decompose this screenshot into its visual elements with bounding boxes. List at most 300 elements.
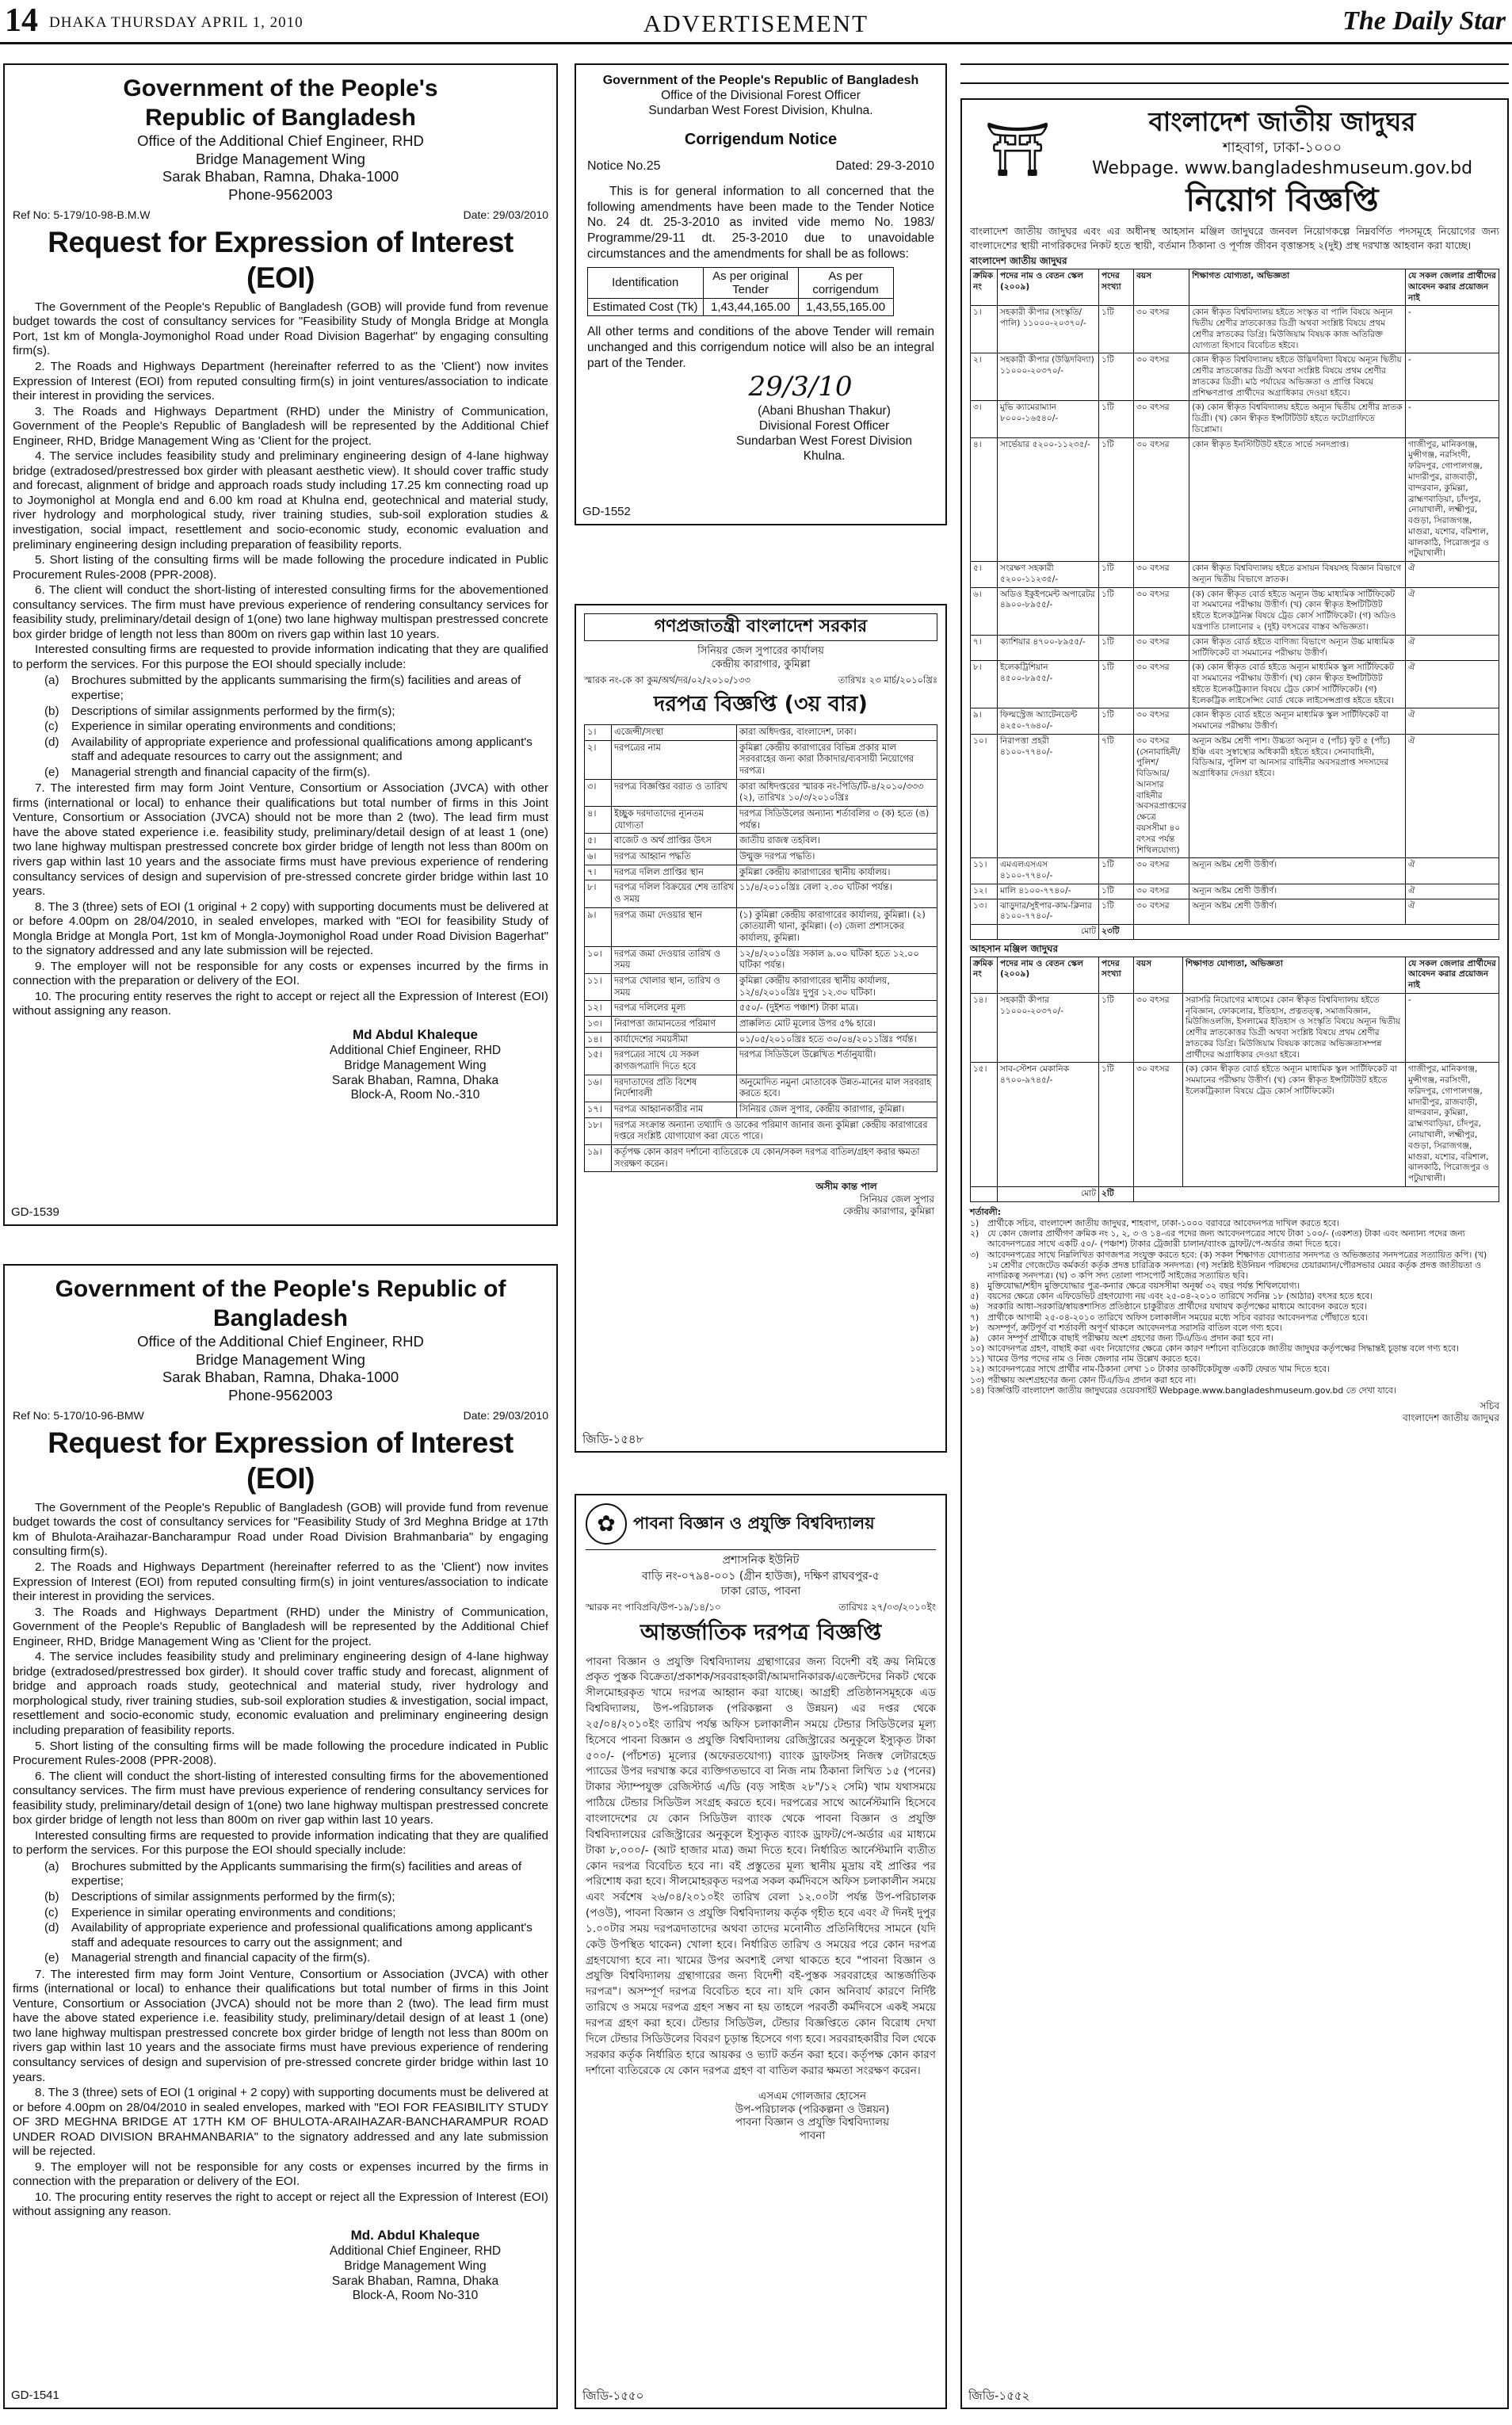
table-row (585, 1102, 937, 1118)
table-cell: ঐ (1406, 884, 1499, 899)
row-value: ১২/৪/২০১০খ্রিঃ সকাল ৯.০০ ঘটিকা হতে ১২.০০ ঘটিকা পর্যন্ত। (737, 946, 937, 973)
row-key: দরপত্র জমা দেওয়ার তারিখ ও সময় (612, 946, 737, 973)
table-cell: ঐ (1406, 587, 1499, 635)
ad-header (970, 106, 1499, 221)
condition-text: সরকারি আধা-সরকারি/স্বায়ত্তশাসিত প্রতিষ্ঠানে চাকুরীরত প্রার্থীদের যথাযথ কর্তৃপক্ষের মাধ্যমে আবেদন করতে হবে। (987, 1301, 1367, 1312)
table-cell: ঐ (1406, 734, 1499, 857)
row-number: ৭। (585, 865, 612, 880)
list-item: (b) Descriptions of similar assignments performed by the firm(s); (44, 1889, 395, 1904)
table-cell: মালি ৪১০০-৭৭৪০/- (998, 884, 1099, 899)
unit-line: প্রশাসনিক ইউনিট (722, 1554, 800, 1567)
requirements-list (44, 1860, 548, 1966)
list-item: (c) Experience in similar operating environments and conditions; (44, 720, 396, 734)
signer-city: Khulna. (803, 449, 846, 464)
section-title: ADVERTISEMENT (643, 10, 869, 37)
table-cell: ৭টি (1099, 734, 1134, 857)
signer-org: বাংলাদেশ জাতীয় জাদুঘর (1403, 1411, 1499, 1423)
table-cell: ৩০ বৎসর (1134, 437, 1189, 561)
paragraph: All other terms and conditions of the above Tender will remain unchanged and this corrigendum notice will also be an integral part of the Tender. (587, 324, 934, 370)
condition-item (970, 1343, 1499, 1354)
table-cell: ৩। (971, 401, 998, 437)
signer-title: সচিব (1480, 1400, 1499, 1411)
row-value: দরপত্র সিডিউলের অন্যান্য শর্তাবলির ৩ (ক) হতে (ঙ) পর্যন্ত। (737, 806, 937, 833)
table-cell: ৩০ বৎসর (1134, 306, 1189, 353)
table-row (971, 306, 1499, 353)
ref-date: Date: 29/03/2010 (463, 208, 548, 222)
row-value: অনুমোদিত নমুনা মোতাবেক উন্নত-মানের মাল সরবরাহ করতে হবে। (737, 1075, 937, 1102)
corrigendum-ad (575, 63, 947, 525)
signer-title: Additional Chief Engineer, RHD (329, 2244, 502, 2258)
notice-number: Notice No.25 (587, 159, 661, 174)
ad-body (13, 1501, 548, 2220)
table-cell: অন্যূন অষ্টম শ্রেণী উত্তীর্ণ। (1189, 884, 1406, 899)
table-cell: (ক) কোন স্বীকৃত বিশ্ববিদ্যালয় হইতে অন্যূন দ্বিতীয় শ্রেণীর স্নাতক ডিগ্রী। (খ) কোন স্বীকৃত ইন্সটিটিউট হইতে ফটোগ্রাফিতে ডিপ্লোমা। (1189, 401, 1406, 437)
museum-recruitment-ad (960, 98, 1509, 2409)
ad-code: GD-1541 (11, 2388, 59, 2402)
table-cell: ঐ (1406, 858, 1499, 884)
ad-body (13, 300, 548, 1019)
condition-number: ৩) (970, 1249, 979, 1260)
signer-address: Sarak Bhaban, Ramna, Dhaka (331, 1073, 499, 1087)
table-cell (1134, 925, 1499, 940)
signer-address: Sarak Bhaban, Ramna, Dhaka (331, 2274, 499, 2288)
condition-text: প্রার্থীকে আগামী ২৫-০৪-২০১০ তারিখে অফিস চলাকালীন সময়ের মধ্যে সচিব বরাবর আবেদনপত্র পৌঁছাতে হবে। (987, 1312, 1369, 1323)
table-cell: ক্যাশিয়ার ৪৭০০-৮৯৫৫/- (998, 635, 1099, 661)
paragraph: 10. The procuring entity reserves the right to accept or reject all the Expression of Interest (EOI) without assigning any reason. (13, 2190, 548, 2219)
signer-org: পাবনা বিজ্ঞান ও প্রযুক্তি বিশ্ববিদ্যালয় (735, 2116, 890, 2129)
divider (960, 63, 1509, 65)
condition-text: আবেদনপত্রের সাথে নিম্নলিখিত কাগজপত্র সংযুক্ত করতে হবে: (ক) সকল শিক্ষাগত যোগ্যতার সনদপত্র ও অভিজ্ঞতার সনদপত্রের সত্যায়িত কপি। (খ) ১ম শ্রেণীর গেজেটেড কর্মকর্তা কর্তৃক প্রদত্ত চারিত্রিক সনদপত্র। (গ) সংশ্লিষ্ট ইউনিয়ন পরিষদের চেয়ারম্যান/পৌরসভার মেয়র কর্তৃক প্রদত্ত জাতীয়তা ও নাগরিকত্ব সনদপত্র। (ঘ) ৩ কপি সদ্য তোলা পাসপোর্ট সাইজের সত্যায়িত ছবি। (987, 1249, 1487, 1281)
ad-body: পাবনা বিজ্ঞান ও প্রযুক্তি বিশ্ববিদ্যালয় গ্রন্থাগারের জন্য বিদেশী বই ক্রয় নিমিত্তে প্রকৃত পুস্তক বিক্রেতা/প্রকাশক/সরবরাহকারী/আমদানিকারক/এজেন্টদের নিকট থেকে সীলমোহরকৃত খামে দরপত্র আহ্বান করা যাচ্ছে। আগ্রহী প্রতিষ্ঠানসমূহকে এড বিশ্ববিদ্যালয়, উপ-পরিচালক (পরিকল্পনা ও উন্নয়ন) এর দপ্তর থেকে ২৫/০৪/২০১০ইং তারিখ পর্যন্ত অফিস চলাকালীন সময়ে টেন্ডার সিডিউলের মূল্য হিসেবে পাবনা বিজ্ঞান ও প্রযুক্তি বিশ্ববিদ্যালয় রেজিস্ট্রারের অনুকূলে ইস্যুকৃত টাকা ৫০০/- (পাঁচশত) মূল্যের (অফেরতযোগ্য) ব্যাংক ড্রাফটসহ নিজস্ব লেটারহেড প্যাডের উপর দরখাস্ত করে ব্যক্তিগতভাবে বা নিজ নাম ঠিকানা লিখিত ১৫ (পনের) টাকার স্ট্যাম্পযুক্ত রেজিস্টার্ড এ/ডি (বড় সাইজ ২৮"/১২ সেমি) খাম যথাসময়ে পাঠিয়ে টেন্ডার সিডিউল সংগ্রহ করতে হবে। দরপত্রের সাথে আর্নেস্টমানি হিসেবে বাংলাদেশের যে কোন সিডিউল ব্যাংক থেকে পাবনা বিজ্ঞান ও প্রযুক্তি বিশ্ববিদ্যালয়ের রেজিস্ট্রারের অনুকূলে ইস্যুকৃত ব্যাংক ড্রাফট/পে-অর্ডার এর মাধ্যমে টাকা ৮,০০০/- (আট হাজার মাত্র) জমা দিতে হবে। নির্ধারিত আর্নেস্টমানি ব্যতীত কোন দরপত্র বিবেচিত হবে না। বই প্রস্তুতের মূল্য স্থানীয় মুদ্রায় বই প্রাপ্তির পর পরিশোধ করা হবে। সীলমোহরকৃত দরপত্র সকল কর্মদিবসে অফিস চলাকালীন সময়ে এবং সর্বশেষ ২৬/০৪/২০১০ইং তারিখ বেলা ১২.০০টা পর্যন্ত উপ-পরিচালক (পওউ), পাবনা বিজ্ঞান ও প্রযুক্তি বিশ্ববিদ্যালয় কর্তৃক গৃহীত হবে এবং ঐ দিনই দুপুর ১.০০টার সময় দরপত্রদাতাদের অথবা তাদের মনোনীত প্রতিনিধিদের সামনে (যদি কেউ উপস্থিত থাকেন) খোলা হবে। নির্ধারিত তারিখ ও সময়ের পরে কোন দরপত্র গ্রহণযোগ্য হবে না। খামের উপর অবশ্যই লেখা থাকতে হবে "পাবনা বিজ্ঞান ও প্রযুক্তি বিশ্ববিদ্যালয় গ্রন্থাগারের জন্য বিদেশী বই-পুস্তক সরবরাহের আন্তর্জাতিক দরপত্র"। অসম্পূর্ণ দরপত্র বিবেচিত হবে না। যদি কোন অনিবার্য কারণে নির্দিষ্ট তারিখে ও সময়ে দরপত্র গ্রহণ সম্ভব না হয় তাহলে পরবর্তী কর্মদিবসে একই সময়ে দরপত্র গ্রহণ করা হবে। টেন্ডার সিডিউল, টেন্ডার বিজ্ঞপ্তিতে কোন বিরোধ দেখা দিলে টেন্ডার সিডিউলের বিবরণ চূড়ান্ত হিসেবে গণ্য হবে। সরবরাহকারীর বিল থেকে সরকার কর্তৃক নির্ধারিত হারে আয়কর ও ভ্যাট কর্তন করা হবে। কর্তৃপক্ষ কোন কারণ দর্শানো ব্যতিরেকে যে কোন দরপত্র গ্রহণ বা বাতিল করার ক্ষমতা সংরক্ষণ করেন। (586, 1655, 936, 2077)
table-row (585, 880, 937, 907)
table-cell: - (1406, 306, 1499, 353)
gov-heading: গণপ্রজাতন্ত্রী বাংলাদেশ সরকার (584, 613, 937, 641)
table-header: ক্রমিক নং (971, 957, 998, 993)
signer-name: Md Abdul Khaleque (352, 1027, 479, 1043)
signer-city: পাবনা (799, 2129, 826, 2142)
table-row (971, 993, 1499, 1063)
table-cell: কোন স্বীকৃত বিশ্ববিদ্যালয় হইতে রসায়ন বিষয়সহ বিজ্ঞান বিভাগে অন্যূন দ্বিতীয় বিভাগে স্নাতক। (1189, 562, 1406, 588)
total-row (971, 1186, 1499, 1201)
condition-number: ১৩) (970, 1374, 985, 1385)
row-key: দরপত্রের সাথে যে সকল কাগজপত্রাদি দিতে হবে (612, 1048, 737, 1075)
condition-item (970, 1323, 1499, 1333)
paragraph: 2. The Roads and Highways Department (hereinafter referred to as the 'Client') now invites Expression of Interest (EOI) from reputed consulting firm(s) in joint ventures/association to indicate their interest in providing the services. (13, 359, 548, 403)
table-header-row (971, 957, 1499, 993)
list-item: (e) Managerial strength and financial capacity of the firm(s). (44, 1951, 371, 1965)
office-line: Office of the Additional Chief Engineer, RHD (137, 1333, 424, 1350)
table-cell: ১৫। (971, 1063, 998, 1186)
table-cell: ১টি (1099, 587, 1134, 635)
table-row (585, 973, 937, 1000)
ad-header (586, 1503, 936, 1550)
table-row (585, 946, 937, 973)
table-cell: ইলেকট্রিশিয়ান ৪৫০০-৮৯৫৫/- (998, 661, 1099, 708)
museum-address: শাহবাগ, ঢাকা-১০০০ (1222, 139, 1342, 156)
ad-code: GD-1539 (11, 1205, 59, 1219)
signer-name: (Abani Bhushan Thakur) (758, 404, 891, 418)
table-cell: ১টি (1099, 661, 1134, 708)
condition-text: যে কোন জেলার প্রার্থীগণ ক্রমিক নং ১, ২, ৩ ও ১৪-এর পদের জন্য আবেদনপত্রের সাথে টাকা ১০০/- (একশত) টাকা এবং অন্যান্য পদের জন্য আবেদনপত্রের সাথে একটি ৫০/- (পঞ্চাশ) টাকার ট্রেজারী চালান/ব্যাংক ড্রাফট/পে-অর্ডার জমা দিতে হবে। (987, 1228, 1465, 1250)
table-cell: ৩০ বৎসর (1134, 401, 1189, 437)
ad-title: Corrigendum Notice (684, 130, 838, 148)
ad-title: Request for Expression of Interest (EOI) (48, 1426, 514, 1495)
row-value: কারা অধিদপ্তরের স্মারক নং-পিডি/টি-৪/২০১০/৩৩৩ (২), তারিখঃ ১০/৩/২০১০খ্রিঃ (737, 779, 937, 806)
row-value: উন্মুক্ত দরপত্র পদ্ধতি। (737, 849, 937, 865)
paragraph: 6. The client will conduct the short-listing of interested consulting firms for the abovementioned consultancy services. The firm must have previous experience of rendering consultancy services for feasibility study, preliminary/detail design of 1(one) two lane highway multispan prestressed concrete box girder bridge of length not less than 800m on river gap within last 10 years. (13, 1769, 548, 1827)
table-row (971, 858, 1499, 884)
ad-title: নিয়োগ বিজ্ঞপ্তি (1186, 182, 1379, 220)
table-cell: মুভি ক্যামেরাম্যান ৮০০০-১৬৫৪০/- (998, 401, 1099, 437)
table-cell: (ক) কোন স্বীকৃত বোর্ড হইতে অন্যূন মাধ্যমিক স্কুল সার্টিফিকেট বা সমমানের পরীক্ষায় উত্তীর্ণ। (খ) কোন স্বীকৃত ইন্সটিটিউট হইতে ইলেকট্রিক্যাল বিষয়ে ট্রেড কোর্স সার্টিফিকেট। (গ) ইলেকট্রিক লাইসেন্সিং বোর্ড থেকে লাইসেন্সপ্রাপ্ত হইতে হইবে। (1189, 661, 1406, 708)
table-cell: ১৪। (971, 993, 998, 1063)
table-cell: ৪। (971, 437, 998, 561)
condition-text: প্রার্থীকে সচিব, বাংলাদেশ জাতীয় জাদুঘর, শাহবাগ, ঢাকা-১০০০ বরাবরে আবেদনপত্র দাখিল করতে হবে। (987, 1218, 1339, 1229)
table-cell: অন্যূন অষ্টম শ্রেণী উত্তীর্ণ। (1189, 899, 1406, 925)
row-key: দরদাতাদের প্রতি বিশেষ নির্দেশাবলী (612, 1075, 737, 1102)
table-cell: নিরাপত্তা প্রহরী ৪১০০-৭৭৪০/- (998, 734, 1099, 857)
table-row (971, 587, 1499, 635)
table-cell: (ক) কোন স্বীকৃত বোর্ড হইতে অন্যূন উচ্চ মাধ্যমিক সার্টিফিকেট বা সমমানের পরীক্ষায় উত্তীর্ণ। (খ) কোন স্বীকৃত ইন্সটিটিউট হইতে ইলেকট্রনিক্স বিষয়ে ট্রেড কোর্স সার্টিফিকেট। (গ) অডিও যন্ত্রপাতি চালানোর ২ (দুই) বৎসরের বাস্তব অভিজ্ঞতা। (1189, 587, 1406, 635)
table-row (585, 1016, 937, 1032)
condition-item (970, 1291, 1499, 1301)
table-cell: কোন স্বীকৃত বোর্ড হইতে বাণিজ্য বিভাগে অন্যূন উচ্চ মাধ্যমিক সার্টিফিকেট বা সমমানের পরীক্ষায় উত্তীর্ণ। (1189, 635, 1406, 661)
condition-text: পরীক্ষায় অংশগ্রহণের জন্য কোন টিএ/ডিএ প্রদান করা হবে না। (987, 1374, 1197, 1385)
row-value: (১) কুমিল্লা কেন্দ্রীয় কারাগারের কার্যালয়, কুমিল্লা। (২) কোতয়ালী থানা, কুমিল্লা। (৩) জেলা প্রশাসকের কার্যালয়, কুমিল্লা। (737, 907, 937, 946)
table-cell: ১টি (1099, 884, 1134, 899)
table-cell: ৩০ বৎসর (1134, 708, 1189, 735)
table-cell: - (1406, 353, 1499, 401)
signer-title: উপ-পরিচালক (পরিকল্পনা ও উন্নয়ন) (735, 2102, 890, 2116)
table-cell: সহকারী কীপার (সংস্কৃতি/পালি) ১১০০০-২০৩৭০/- (998, 306, 1099, 353)
row-value: জাতীয় রাজস্ব তহবিল। (737, 834, 937, 850)
signer-wing: Bridge Management Wing (344, 2259, 487, 2273)
table-cell: ৬। (971, 587, 998, 635)
amendment-table (587, 267, 894, 316)
total-count: ২৩টি (1099, 925, 1134, 940)
paragraph: 9. The employer will not be responsible for any costs or expenses incurred by the firms in connection with the preparation or delivery of the EOI. (13, 2160, 548, 2189)
gov-heading: Government of the People's Republic of Bangladesh (602, 74, 919, 87)
table-cell: ঐ (1406, 562, 1499, 588)
condition-number: ১২) (970, 1364, 985, 1375)
table-cell: ১টি (1099, 353, 1134, 401)
table-cell: অডিও ইকুইপমেন্ট অপারেটর ৪৯০০-৮৯৫৫/- (998, 587, 1099, 635)
section-label: বাংলাদেশ জাতীয় জাদুঘর (970, 255, 1067, 267)
table-cell: ১২। (971, 884, 998, 899)
ad-title: আন্তর্জাতিক দরপত্র বিজ্ঞপ্তি (640, 1619, 882, 1646)
address-line: Sarak Bhaban, Ramna, Dhaka-1000 (162, 168, 399, 185)
paragraph: 3. The Roads and Highways Department (RHD) under the Ministry of Communication, Government of the People's Republic of Bangladesh will be represented by the Additional Chief Engineer, RHD, Bridge Management Wing as 'Client for the project. (13, 1605, 548, 1648)
condition-item (970, 1364, 1499, 1374)
signature-block (282, 2228, 548, 2304)
signer-room: Block-A, Room No.-310 (350, 1088, 480, 1102)
row-key: দরপত্র বিজ্ঞপ্তির বরাত ও তারিখ (612, 779, 737, 806)
signature-scribble: 29/3/10 (748, 371, 853, 403)
table-header: As per corrigendum (798, 267, 893, 298)
table-cell: ১টি (1099, 858, 1134, 884)
eoi-ad-meghna (3, 1264, 558, 2409)
table-cell: ফিল্মস্ট্রেজ অ্যাটেনডেন্ট ৪২৫০-৭৬৪০/- (998, 708, 1099, 735)
conditions (970, 1207, 1499, 1396)
table-row (971, 353, 1499, 401)
total-label: মোট (998, 1186, 1099, 1201)
table-cell: ৩০ বৎসর (1134, 884, 1189, 899)
table-row (971, 661, 1499, 708)
table-cell: কোন স্বীকৃত বোর্ড হইতে অন্যূন মাধ্যমিক স্কুল সার্টিফিকেট বা সমমানের পরীক্ষায় উত্তীর্ণ। (1189, 708, 1406, 735)
table-row (971, 1063, 1499, 1186)
row-key: নিরাপত্তা জামানতের পরিমাণ (612, 1016, 737, 1032)
signer-name: এসএম গোলজার হোসেন (758, 2090, 867, 2103)
row-value: সিনিয়র জেল সুপার, কেন্দ্রীয় কারাগার, কুমিল্লা। (737, 1102, 937, 1118)
memo-date: তারিখঃ ২৩ মার্চ/২০১০খ্রিঃ (838, 674, 937, 685)
posts-table (970, 269, 1499, 940)
signer-room: Block-A, Room No-310 (352, 2289, 479, 2303)
table-cell: সহকারী কীপার (উদ্ভিদবিদ্যা) ১১০০০-২০৩৭০/- (998, 353, 1099, 401)
table-header-row (588, 267, 894, 298)
row-number: ৪। (585, 806, 612, 833)
table-row (971, 437, 1499, 561)
row-number: ১৮। (585, 1117, 612, 1144)
table-header: বয়স (1134, 957, 1183, 993)
ad-title: দরপত্র বিজ্ঞপ্তি (৩য় বার) (654, 691, 868, 716)
table-cell: ১। (971, 306, 998, 353)
condition-number: ১৪) (970, 1384, 985, 1396)
condition-text: মুক্তিযোদ্ধা/শহীদ মুক্তিযোদ্ধার পুত্র-কন্যার ক্ষেত্রে বয়সসীমা অনূর্ধ্ব ৩২ বছর পর্যন্ত শিথিলযোগ্য। (987, 1281, 1300, 1292)
signer-title: Divisional Forest Officer (758, 419, 890, 433)
condition-item (970, 1218, 1499, 1228)
condition-number: ৪) (970, 1281, 979, 1292)
signature-block (714, 404, 934, 464)
list-item: (a) Brochures submitted by the Applicants summarising the firm(s) facilities and areas of expertise; (44, 1859, 522, 1888)
table-header: যে সকল জেলার প্রার্থীদের আবেদন করার প্রয়োজন নাই (1406, 957, 1499, 993)
row-key: দরপত্র সংক্রান্ত অন্যান্য তথ্যাদি ও ডাকের পরিমাণ জানার জন্য কুমিল্লা কেন্দ্রীয় কারাগারের দপ্তরে সংশ্লিষ্ট যোগাযোগ করা যেতে পারে। (612, 1117, 937, 1144)
table-cell: কোন স্বীকৃত ইনস্টিটিউট হইতে সার্ভে সনদপ্রাপ্ত। (1189, 437, 1406, 561)
row-value: কারা অধিদপ্তর, বাংলাদেশ, ঢাকা। (737, 724, 937, 740)
office-line: সিনিয়র জেল সুপারের কার্যালয় (697, 644, 824, 657)
list-item: (c) Experience in similar operating environments and conditions; (44, 1905, 396, 1919)
university-name: পাবনা বিজ্ঞান ও প্রযুক্তি বিশ্ববিদ্যালয় (633, 1514, 875, 1533)
condition-text: খামের উপর পদের নাম ও নিজ জেলার নাম উল্লেখ করতে হবে। (987, 1354, 1201, 1365)
paragraph: 4. The service includes feasibility study and preliminary engineering design of 4-lane highway bridge (extradosed/prestressed box girder with pleasant aesthetic view). It should cover traffic study and forecast, alignment of bridge and approach roads study including 17.25 km connecting road up to Joymonighol at Mongla end and 6.00 km road at Khulna end, geotechnical and material study, river hydrology and morphological study, river training studies, sub-soil exploration studies & investigation, social impact, resettlement and socio-economic study, economic evaluation and preliminary engineering design including preparation of feasibility reports. (13, 449, 548, 552)
row-number: ৩। (585, 779, 612, 806)
jail-tender-ad (575, 604, 947, 1453)
condition-number: ৭) (970, 1312, 979, 1323)
paragraph: Interested consulting firms are requested to provide information indicating that they are qualified to perform the services. For this purpose the EOI should specially include: (13, 1828, 548, 1858)
conditions-title: শর্তাবলী: (970, 1206, 1002, 1217)
address-line: কেন্দ্রীয় কারাগার, কুমিল্লা (711, 659, 811, 671)
paragraph: The Government of the People's Republic of Bangladesh (GOB) will provide fund from revenue budget towards the cost of consultancy services for "Feasibility Study of Mongla Bridge at Mongla Port, 1st km of Mongla-Joymonighol Road under Road Division Bagerhat" by engaging consulting firm(s). (13, 300, 548, 358)
table-header: As per original Tender (703, 267, 798, 298)
table-cell: ঐ (1406, 899, 1499, 925)
museum-emblem-icon: ⛩ (984, 118, 1051, 180)
table-cell (971, 925, 998, 940)
table-cell: ঐ (1406, 635, 1499, 661)
table-row (588, 298, 894, 315)
condition-item (970, 1333, 1499, 1343)
total-label: মোট (998, 925, 1099, 940)
wing-line: Bridge Management Wing (196, 150, 365, 167)
condition-text: অসম্পূর্ণ, ক্রটিপূর্ণ বা শর্তাবলী অপূর্ণ থাকলে আবেদনপত্র সরাসরি বাতিল বলে গণ্য হবে। (987, 1322, 1282, 1333)
table-row (585, 1117, 937, 1144)
table-row (971, 884, 1499, 899)
row-number: ৮। (585, 880, 612, 907)
condition-number: ৫) (970, 1291, 979, 1302)
paragraph: 7. The interested firm may form Joint Venture, Consortium or Association (JVCA) with other firms (international or local) to enhance their qualifications but total number of firms in this Joint Venture, Consortium or Association (JVCA) should not be more than 2 (two). The lead firm must have the above stated experience i.e. feasibility study, preliminary/detail design of at least 1 (one) two lane highway multispan prestressed concrete box girder bridge of length not less than 800m on rivers gap within last 10 years and the associate firms must have previous experience of rendering consultancy services of design and supervision of pre-stressed concrete girder bridge within last 10 years. (13, 1967, 548, 2084)
condition-item (970, 1301, 1499, 1312)
table-cell: সাব-স্টেশন মেকানিক ৪৭০০-৯৭৪৫/- (998, 1063, 1099, 1186)
table-cell: ৩০ বৎসর (1134, 1063, 1183, 1186)
paragraph: The Government of the People's Republic of Bangladesh (GOB) will provide fund from revenue budget towards the cost of consultancy services for "Feasibility Study of 3rd Meghna Bridge at 17th km of Bhulota-Araihazar-Bancharampur Road under Road Division Brahmanbaria" by engaging consulting firm(s). (13, 1500, 548, 1559)
notice-date: Dated: 29-3-2010 (835, 159, 934, 174)
row-key: দরপত্র আহ্বানকারীর নাম (612, 1102, 737, 1118)
row-key: দরপত্রের নাম (612, 740, 737, 779)
table-cell: ১টি (1099, 1063, 1134, 1186)
ad-code: জিডি-১৫৫০ (582, 2388, 644, 2403)
table-cell: ৩০ বৎসর (1134, 635, 1189, 661)
table-cell: ৮। (971, 661, 998, 708)
row-value: কুমিল্লা কেন্দ্রীয় কারাগারের বিভিন্ন প্রকার মাল সরবরাহের জন্য কারা ঠিকাদার/ব্যবসায়ী নিয়োগের দরপত্র। (737, 740, 937, 779)
address-line: Sarak Bhaban, Ramna, Dhaka-1000 (162, 1369, 399, 1386)
museum-name: বাংলাদেশ জাতীয় জাদুঘর (1148, 106, 1416, 137)
list-item: (b) Descriptions of similar assignments performed by the firm(s); (44, 704, 395, 718)
condition-item (970, 1281, 1499, 1291)
row-number: ১২। (585, 1001, 612, 1017)
row-key: দরপত্র দলিল বিক্রয়ের শেষ তারিখ ও সময় (612, 880, 737, 907)
memo-date: তারিখঃ ২৭/০৩/২০১০ইং (838, 1601, 936, 1613)
table-row (585, 724, 937, 740)
table-cell: গাজীপুর, মানিকগঞ্জ, মুন্সীগঞ্জ, নরসিংদী, ফরিদপুর, গোপালগঞ্জ, মাদারীপুর, রাজবাড়ী, বান্দরবান, কুমিল্লা, ব্রাহ্মণবাড়িয়া, চাঁদপুর, নোয়াখালী, লক্ষ্মীপুর, বগুড়া, সিরাজগঞ্জ, মাগুরা, যশোর, বরিশাল, ঝালকাঠি, পিরোজপুর ও পটুয়াখালী। (1406, 437, 1499, 561)
table-row (971, 401, 1499, 437)
table-cell: ঐ (1406, 708, 1499, 735)
row-number: ৫। (585, 834, 612, 850)
table-row (585, 1032, 937, 1048)
table-cell: ১১। (971, 858, 998, 884)
museum-webpage: Webpage. www.bangladeshmuseum.gov.bd (1091, 158, 1473, 178)
table-cell: ঝাড়ুদার/সুইপার-কাম-ক্লিনার ৪১০০-৭৭৪০/- (998, 899, 1099, 925)
signer-division: Sundarban West Forest Division (736, 434, 912, 449)
table-cell: সহকারী কীপার ১১০০০-২০৩৭০/- (998, 993, 1099, 1063)
signer-name: অসীম কান্ত পাল (815, 1181, 877, 1193)
memo-row (584, 674, 937, 685)
phone-line: Phone-9562003 (228, 1386, 333, 1403)
condition-text: কোন সম্পূর্ণ প্রার্থীকে বাছাই পরীক্ষায় অংশ গ্রহণের জন্য টিএ/ডিএ প্রদান করা হবে না। (987, 1332, 1273, 1343)
table-row (971, 734, 1499, 857)
row-number: ১৯। (585, 1145, 612, 1172)
row-number: ১৪। (585, 1032, 612, 1048)
list-item: (a) Brochures submitted by the applicants summarising the firm(s) facilities and areas of expertise; (44, 674, 521, 702)
dateline: DHAKA THURSDAY APRIL 1, 2010 (49, 14, 304, 31)
ad-code: GD-1552 (582, 504, 631, 518)
row-number: ১৭। (585, 1102, 612, 1118)
table-cell: কোন স্বীকৃত বিশ্ববিদ্যালয় হইতে সংস্কৃত বা পালি বিষয়ে অন্যূন দ্বিতীয় শ্রেণীর স্নাতকোত্তর ডিগ্রী অথবা সংশ্লিষ্ট বিষয়ে প্রথম শ্রেণীর স্নাতকের ডিগ্রি। মিউজিয়াম বিষয়ক কাজ অতিরিক্ত যোগ্যতা হিসাবে বিবেচিত হইবে। (1189, 306, 1406, 353)
table-cell: অন্যূন অষ্টম শ্রেণী উত্তীর্ণ। (1189, 858, 1406, 884)
table-cell (1134, 1186, 1499, 1201)
table-cell: সংরক্ষণ সহকারী ৫২০০-১১২৩৫/- (998, 562, 1099, 588)
masthead (0, 0, 1512, 44)
table-cell (971, 1186, 998, 1201)
table-header: পদের নাম ও বেতন স্কেল (২০০৯) (998, 957, 1099, 993)
row-value: প্রাক্কলিত মোট মূল্যের উপর ৫% হারে। (737, 1016, 937, 1032)
gov-heading: Government of the People's Republic of Bangladesh (123, 75, 438, 131)
table-cell: ১৩। (971, 899, 998, 925)
signature-block (584, 1180, 934, 1216)
ad-code: জিডি-১৫৫২ (968, 2388, 1030, 2403)
table-row (585, 1048, 937, 1075)
ad-header (13, 74, 548, 204)
table-header: Identification (588, 267, 704, 298)
paragraph: 10. The procuring entity reserves the right to accept or reject all the Expression of Interest (EOI) without assigning any reason. (13, 989, 548, 1018)
section-label: আহসান মঞ্জিল জাদুঘর (970, 942, 1059, 954)
condition-text: বয়সের ক্ষেত্রে কোন এফিডেভিট গ্রহণযোগ্য নয় এবং ২৫-০৪-২০১০ তারিখে সর্বনিম্ন ১৮ (আঠার) বৎসর হতে হবে। (987, 1291, 1373, 1302)
table-row (585, 779, 937, 806)
table-cell: সরাসরি নিয়োগের মাধ্যমেঃ কোন স্বীকৃত বিশ্ববিদ্যালয় হইতে নৃবিজ্ঞান, ফোকলোর, ইতিহাস, প্রত্নতত্ত্ব, সমাজবিজ্ঞান, মিউজিওলজি, ইসলামের ইতিহাস ও সংস্কৃতি বিষয়ে অন্যূন দ্বিতীয় শ্রেণীর স্নাতকোত্তর ডিগ্রী অথবা সংশ্লিষ্ট বিষয়ে প্রথম শ্রেণীর স্নাতকের ডিগ্রি। মিউজিয়াম বিষয়ক কাজের অভিজ্ঞতাসম্পন্ন প্রার্থীদের অগ্রাধিকার দেওয়া হইবে। (1183, 993, 1406, 1063)
paragraph: 5. Short listing of the consulting firms will be made following the procedure indicated in Public Procurement Rules-2008 (PPR-2008). (13, 1739, 548, 1768)
table-header: পদের সংখ্যা (1099, 957, 1134, 993)
signer-wing: Bridge Management Wing (344, 1058, 487, 1072)
paragraph: 2. The Roads and Highways Department (hereinafter referred to as the 'Client') now invites Expression of Interest (EOI) from reputed consulting firm(s) in joint ventures/association to indicate their interest in providing the services. (13, 1560, 548, 1604)
office-line: Office of the Additional Chief Engineer, RHD (137, 132, 424, 150)
table-cell: ৯। (971, 708, 998, 735)
table-row (585, 806, 937, 833)
table-row (585, 1075, 937, 1102)
paragraph: Interested consulting firms are requested to provide information indicating that they are qualified to perform the services. For this purpose the EOI should specially include: (13, 643, 548, 671)
condition-text: আবেদনপত্রের সাথে প্রার্থীর নাম-ঠিকানা লেখা ১০ টাকার ডাকটিকেটযুক্ত একটি ফেরত খাম দিতে হবে। (987, 1364, 1330, 1375)
division-line: Sundarban West Forest Division, Khulna. (648, 103, 873, 117)
row-number: ১৬। (585, 1075, 612, 1102)
condition-number: ৮) (970, 1322, 979, 1333)
table-cell: অন্যূন অষ্টম শ্রেণী পাশ। উচ্চতা অন্যূন ৫ (পাঁচ) ফুট ৫ (পাঁচ) ইঞ্চি এবং সুস্বাস্থ্যের অধিকারী হইতে হইবে। সেনাবাহিনী, বিডিআর, পুলিশ বা আনসার বাহিনীর অবসরপ্রাপ্ত সদস্যদের অগ্রাধিকার দেওয়া হইবে। (1189, 734, 1406, 857)
list-item: (e) Managerial strength and financial capacity of the firm(s). (44, 765, 371, 779)
table-cell: ৩০ বৎসর (1134, 562, 1189, 588)
total-count: ২টি (1099, 1186, 1134, 1201)
table-cell: ১টি (1099, 708, 1134, 735)
table-header: ক্রমিক নং (971, 269, 998, 306)
ref-number: Ref No: 5-170/10-96-BMW (13, 1409, 144, 1423)
row-number: ২। (585, 740, 612, 779)
posts-table-ahsan-manzil (970, 957, 1499, 1202)
table-cell: ৩০ বৎসর (1134, 993, 1183, 1063)
signature-block (282, 1027, 548, 1103)
row-number: ৬। (585, 849, 612, 865)
total-row (971, 925, 1499, 940)
newspaper-logo: The Daily Star (1342, 6, 1506, 36)
table-row (971, 899, 1499, 925)
table-row (585, 907, 937, 946)
table-header: শিক্ষাগত যোগ্যতা, অভিজ্ঞতা (1189, 269, 1406, 306)
condition-text: বিজ্ঞপ্তিটি বাংলাদেশ জাতীয় জাদুঘরের ওয়েবসাইট Webpage.www.bangladeshmuseum.gov.bd তে দেখা যাবে। (987, 1384, 1396, 1396)
row-value: ৫৫০/- (দুইশত পঞ্চাশ) টাকা মাত্র। (737, 1001, 937, 1017)
condition-text: আবেদনপত্র গ্রহণ, বাছাই করা এবং নিয়োগের ক্ষেত্রে কোন কারণ দর্শানো ব্যতিরেকে জাতীয় জাদুঘর কর্তৃপক্ষের সিদ্ধান্তই চূড়ান্ত বলে গণ্য হবে। (987, 1343, 1459, 1354)
ref-row (13, 1409, 548, 1423)
table-cell: ১টি (1099, 401, 1134, 437)
condition-number: ২) (970, 1228, 979, 1239)
paragraph: 9. The employer will not be responsible for any costs or expenses incurred by the firms in connection with the preparation or delivery of the EOI. (13, 959, 548, 988)
row-key: বাজেট ও অর্থ প্রাপ্তির উৎস (612, 834, 737, 850)
table-cell: এমএলএসএস ৪১০০-৭৭৪০/- (998, 858, 1099, 884)
ad-header (587, 73, 934, 119)
condition-number: ১) (970, 1218, 979, 1229)
paragraph: 7. The interested firm may form Joint Venture, Consortium or Association (JVCA) with other firms (international or local) to enhance their qualifications but total number of firms in this Joint Venture, Consortium or Association (JVCA) should not be more than 2 (two). The lead firm must have the above stated experience i.e. feasibility study, preliminary/detail design of at least 1 (one) two lane highway multispan prestressed concrete box girder bridge of length not less than 800m on rivers gap within last 10 years and the associate firms must have previous experience of rendering consultancy services of design and supervision of pre-stressed concrete girder bridge within last 10 years. (13, 781, 548, 899)
paragraph: 6. The client will conduct the short-listing of interested consulting firms for the abovementioned consultancy services. The firm must have previous experience of rendering consultancy services for feasibility study, preliminary/detail design of 1(one) two lane highway multispan prestressed concrete box girder bridge of length not less than 800m on rivers gap within last 10 years. (13, 583, 548, 641)
row-key: দরপত্র জমা দেওয়ার স্থান (612, 907, 737, 946)
phone-line: Phone-9562003 (228, 185, 333, 203)
paragraph: 8. The 3 (three) sets of EOI (1 original + 2 copy) with supporting documents must be delivered at or before 4.00pm on 28/04/2010, in sealed envelopes, marked with "EOI for feasibility Study of Mongla Bridge at Mongla Port, 1st km of Mongla-Joymonighol Road under Road Division Bagerhat" to the signatory addressed and any late submission will be rejected. (13, 899, 548, 958)
table-row (585, 1145, 937, 1172)
table-cell: গাজীপুর, মানিকগঞ্জ, মুন্সীগঞ্জ, নরসিংদী, ফরিদপুর, গোপালগঞ্জ, মাদারীপুর, রাজবাড়ী, বান্দরবান, কুমিল্লা, ব্রাহ্মণবাড়িয়া, চাঁদপুর, নোয়াখালী, লক্ষ্মীপুর, বগুড়া, সিরাজগঞ্জ, মাগুরা, যশোর, বরিশাল, ঝালকাঠি, পিরোজপুর ও পটুয়াখালী। (1406, 1063, 1499, 1186)
address-line: বাড়ি নং-০৭৯৪-০০১ (গ্রীন হাউজ), দক্ষিণ রাঘবপুর-৫ (641, 1569, 880, 1583)
row-key: দরপত্র দলিল প্রাপ্তির স্থান (612, 865, 737, 880)
table-cell: কোন স্বীকৃত বিশ্ববিদ্যালয় হইতে উদ্ভিদবিদ্যা বিষয়ে অন্যূন দ্বিতীয় শ্রেণীর স্নাতকোত্তর ডিগ্রী অথবা সংশ্লিষ্ট বিষয়ে প্রথম শ্রেণীর স্নাতকের ডিগ্রী। মাঠ পর্যায়ের অভিজ্ঞতা ও প্রাপ্তি বিষয়ে প্রশিক্ষণপ্রাপ্ত প্রার্থীদের অগ্রাধিকার দেওয়া হইবে। (1189, 353, 1406, 401)
